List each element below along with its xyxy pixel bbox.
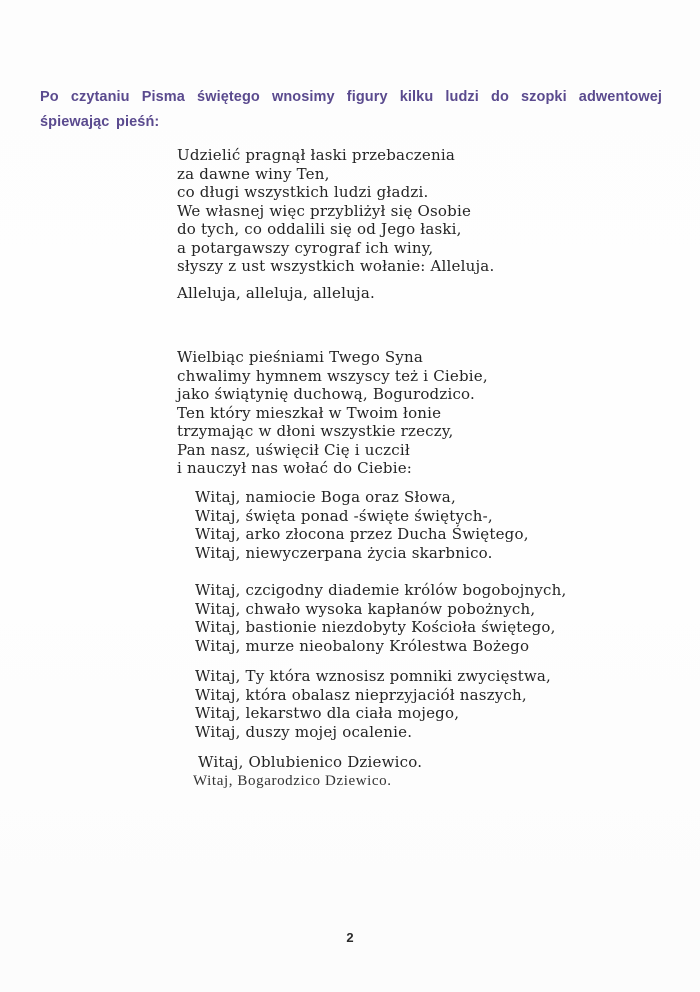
- poem-line: Witaj, lekarstwo dla ciała mojego,: [195, 704, 460, 722]
- instruction-heading: Po czytaniu Pisma świętego wnosimy figury kilku ludzi do szopki adwentowej śpiewając pieśń:: [40, 88, 662, 130]
- poem-line: Witaj, święta ponad -święte świętych-,: [195, 506, 493, 525]
- poem-line: trzymając w dłoni wszystkie rzeczy,: [177, 422, 454, 440]
- poem-line: Witaj, która obalasz nieprzyjaciół naszych,: [195, 685, 527, 704]
- poem-line: Udzielić pragnął łaski przebaczenia: [177, 146, 455, 164]
- poem-line: co długi wszystkich ludzi gładzi.: [177, 183, 429, 201]
- poem-line: słyszy z ust wszystkich wołanie: Alleluja.: [177, 257, 495, 275]
- hymn-stanza-1: [177, 146, 494, 276]
- poem-line: Witaj, chwało wysoka kapłanów pobożnych,: [195, 599, 536, 618]
- poem-line: Ten który mieszkał w Twoim łonie: [177, 403, 442, 422]
- witaj-verse-1: [195, 488, 529, 562]
- closing-couplet: [193, 753, 423, 790]
- poem-line: Witaj, Bogarodzico Dziewico.: [193, 772, 392, 789]
- poem-line: We własnej więc przybliżył się Osobie: [177, 201, 472, 220]
- poem-line: Witaj, Oblubienico Dziewico.: [198, 753, 423, 771]
- poem-line: Witaj, namiocie Boga oraz Słowa,: [195, 488, 456, 506]
- poem-line: Witaj, niewyczerpana życia skarbnico.: [195, 543, 493, 562]
- poem-line: Witaj, czcigodny diademie królów bogobojnych,: [195, 581, 567, 599]
- page-number: 2: [346, 930, 354, 945]
- witaj-verse-3: [195, 667, 551, 741]
- poem-line: do tych, co oddalili się od Jego łaski,: [177, 220, 462, 238]
- poem-line: jako świątynię duchową, Bogurodzico.: [177, 385, 475, 403]
- poem-line: chwalimy hymnem wszyscy też i Ciebie,: [177, 366, 488, 385]
- poem-line: Pan nasz, uświęcił Cię i uczcił: [177, 440, 410, 459]
- alleluja-refrain: [177, 284, 375, 303]
- poem-line: Witaj, arko złocona przez Ducha Świętego,: [195, 525, 529, 543]
- witaj-verse-2: [195, 581, 566, 655]
- hymn-stanza-2: [177, 348, 488, 478]
- poem-line: Witaj, Ty która wznosisz pomniki zwycięstwa,: [195, 667, 552, 685]
- poem-line: Alleluja, alleluja, alleluja.: [177, 284, 375, 302]
- poem-line: a potargawszy cyrograf ich winy,: [177, 238, 434, 257]
- poem-line: i nauczył nas wołać do Ciebie:: [177, 459, 413, 477]
- poem-line: Witaj, duszy mojej ocalenie.: [195, 722, 413, 741]
- poem-line: Wielbiąc pieśniami Twego Syna: [177, 348, 424, 366]
- poem-line: Witaj, murze nieobalony Królestwa Bożego: [195, 636, 530, 655]
- poem-line: Witaj, bastionie niezdobyty Kościoła świętego,: [195, 618, 556, 636]
- poem-line: za dawne winy Ten,: [177, 164, 330, 183]
